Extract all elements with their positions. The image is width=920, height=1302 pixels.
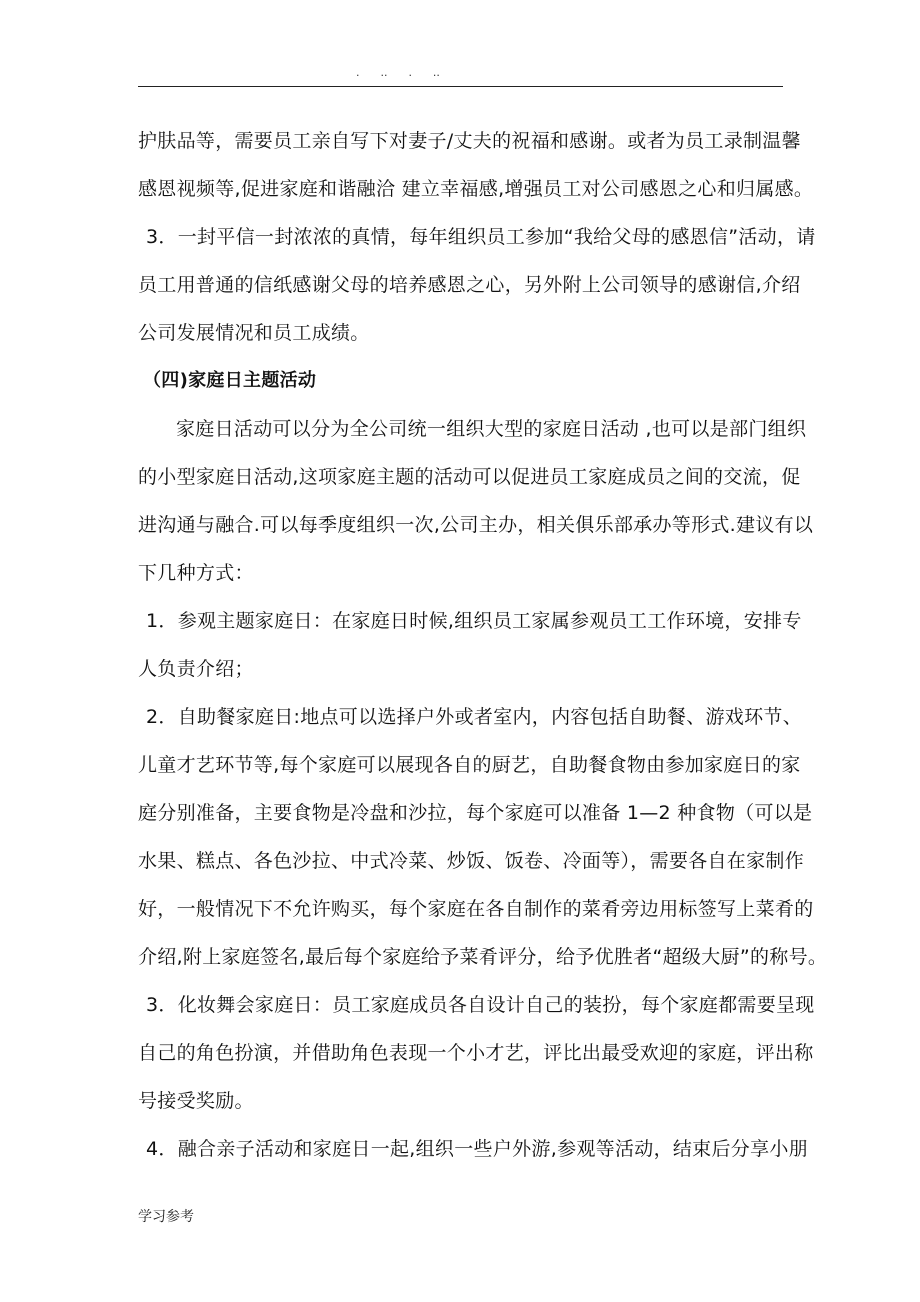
paragraph-line: 号接受奖励。 bbox=[138, 1090, 254, 1112]
paragraph-line: 儿童才艺环节等,每个家庭可以展现各自的厨艺，自助餐食物由参加家庭日的家 bbox=[138, 754, 801, 776]
paragraph-line: 公司发展情况和员工成绩。 bbox=[138, 322, 370, 344]
list-item-line: 2．自助餐家庭日:地点可以选择户外或者室内，内容包括自助餐、游戏环节、 bbox=[146, 706, 802, 728]
paragraph-line: 护肤品等，需要员工亲自写下对妻子/丈夫的祝福和感谢。或者为员工录制温馨 bbox=[138, 130, 801, 152]
document-body bbox=[138, 117, 828, 1173]
section-heading: （四)家庭日主题活动 bbox=[143, 370, 317, 391]
page-footer: 学习参考 bbox=[138, 1209, 194, 1225]
paragraph-line: 家庭日活动可以分为全公司统一组织大型的家庭日活动 ,也可以是部门组织 bbox=[176, 418, 807, 440]
paragraph-line: 水果、糕点、各色沙拉、中式冷菜、炒饭、饭卷、冷面等），需要各自在家制作 bbox=[138, 850, 805, 872]
paragraph-line: 进沟通与融合.可以每季度组织一次,公司主办，相关俱乐部承办等形式.建议有以 bbox=[138, 514, 814, 536]
list-item-line: 3．一封平信一封浓浓的真情，每年组织员工参加“我给父母的感恩信”活动，请 bbox=[146, 226, 816, 248]
paragraph-line: 感恩视频等,促进家庭和谐融洽 建立幸福感,增强员工对公司感恩之心和归属感。 bbox=[138, 178, 814, 200]
paragraph-line: 员工用普通的信纸感谢父母的培养感恩之心，另外附上公司领导的感谢信,介绍 bbox=[138, 274, 801, 296]
paragraph-line: 介绍,附上家庭签名,最后每个家庭给予菜肴评分，给予优胜者“超级大厨”的称号。 bbox=[138, 946, 828, 968]
header-dots: . .. . .. bbox=[356, 66, 440, 79]
paragraph-line: 的小型家庭日活动,这项家庭主题的活动可以促进员工家庭成员之间的交流，促 bbox=[138, 466, 801, 488]
list-item-line: 1．参观主题家庭日：在家庭日时候,组织员工家属参观员工工作环境，安排专 bbox=[146, 610, 802, 632]
paragraph-line: 好，一般情况下不允许购买，每个家庭在各自制作的菜肴旁边用标签写上菜肴的 bbox=[138, 898, 814, 920]
list-item-line: 3．化妆舞会家庭日：员工家庭成员各自设计自己的装扮，每个家庭都需要呈现 bbox=[146, 994, 815, 1016]
list-item-line: 4．融合亲子活动和家庭日一起,组织一些户外游,参观等活动，结束后分享小朋 bbox=[146, 1138, 808, 1160]
paragraph-line: 下几种方式： bbox=[138, 562, 254, 584]
paragraph-line: 人负责介绍； bbox=[138, 658, 254, 680]
header-rule bbox=[138, 86, 783, 87]
paragraph-line: 自己的角色扮演，并借助角色表现一个小才艺，评比出最受欢迎的家庭，评出称 bbox=[138, 1042, 814, 1064]
paragraph-line: 庭分别准备，主要食物是冷盘和沙拉，每个家庭可以准备 1—2 种食物（可以是 bbox=[138, 802, 813, 824]
